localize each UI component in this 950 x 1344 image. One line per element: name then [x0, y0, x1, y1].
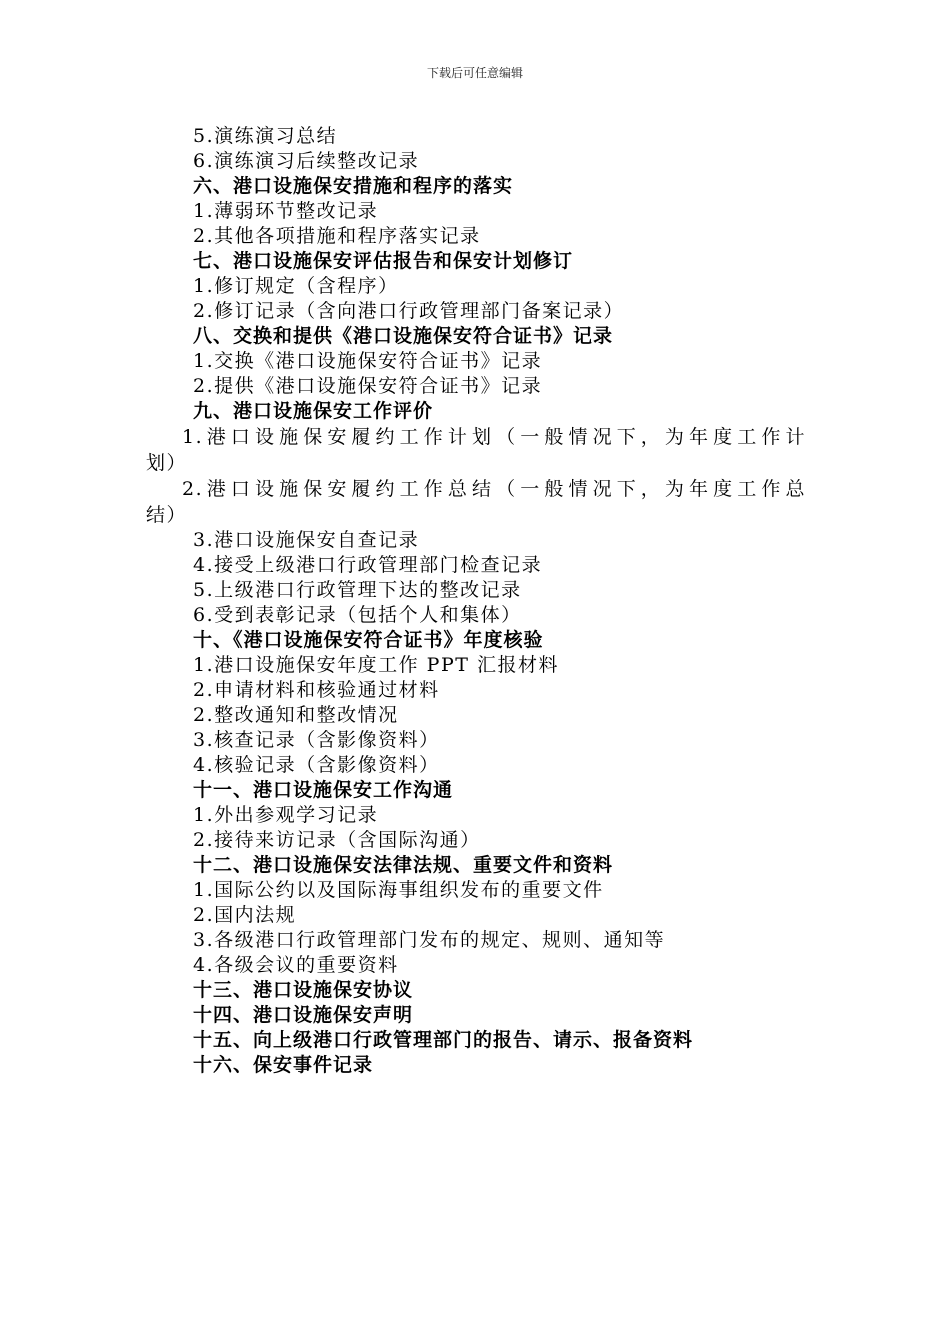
- list-block-b: [0, 528, 950, 1078]
- list-item: 4.各级会议的重要资料: [193, 954, 399, 976]
- section-heading: 十二、港口设施保安法律法规、重要文件和资料: [193, 854, 614, 876]
- list-item: 4.核验记录（含影像资料）: [193, 754, 440, 776]
- page-header: 下载后可任意编辑: [426, 66, 523, 80]
- list-item: 2.申请材料和核验通过材料: [193, 679, 440, 701]
- list-item-line-1: 2.港口设施保安履约工作总结（一般情况下，为年度工作总: [182, 478, 806, 500]
- section-heading: 九、港口设施保安工作评价: [193, 400, 434, 422]
- section-heading: 十四、港口设施保安声明: [193, 1004, 414, 1026]
- section-heading: 十一、港口设施保安工作沟通: [193, 779, 454, 801]
- list-item: 5.演练演习总结: [193, 125, 338, 147]
- list-block-wrapped: [0, 424, 950, 528]
- list-item-wrapped: [146, 476, 806, 528]
- list-item: 2.接待来访记录（含国际沟通）: [193, 829, 481, 851]
- list-item: 3.核查记录（含影像资料）: [193, 729, 440, 751]
- list-item-line-2: 划）: [146, 452, 188, 474]
- list-item: 6.演练演习后续整改记录: [193, 150, 420, 172]
- list-item: 5.上级港口行政管理下达的整改记录: [193, 579, 522, 601]
- list-item-line-2: 结）: [146, 504, 188, 526]
- list-item: 3.各级港口行政管理部门发布的规定、规则、通知等: [193, 929, 666, 951]
- section-heading: 七、港口设施保安评估报告和保安计划修订: [193, 250, 574, 272]
- list-item: 6.受到表彰记录（包括个人和集体）: [193, 604, 522, 626]
- section-heading: 十、《港口设施保安符合证书》年度核验: [193, 629, 544, 651]
- list-item-wrapped: [146, 424, 806, 476]
- list-item: 1.外出参观学习记录: [193, 804, 379, 826]
- list-item: 2.修订记录（含向港口行政管理部门备案记录）: [193, 300, 625, 322]
- document-body: [0, 124, 950, 1078]
- section-heading: 八、交换和提供《港口设施保安符合证书》记录: [193, 325, 614, 347]
- section-heading: 十五、向上级港口行政管理部门的报告、请示、报备资料: [193, 1029, 694, 1051]
- list-item: 2.提供《港口设施保安符合证书》记录: [193, 375, 543, 397]
- list-item: 2.国内法规: [193, 904, 297, 926]
- list-item: 1.国际公约以及国际海事组织发布的重要文件: [193, 879, 604, 901]
- list-block-a: [0, 124, 950, 424]
- list-item: 3.港口设施保安自查记录: [193, 529, 420, 551]
- list-item: 2.整改通知和整改情况: [193, 704, 399, 726]
- list-item: 1.交换《港口设施保安符合证书》记录: [193, 350, 543, 372]
- list-item: 1.薄弱环节整改记录: [193, 200, 379, 222]
- list-item: 4.接受上级港口行政管理部门检查记录: [193, 554, 543, 576]
- section-heading: 十三、港口设施保安协议: [193, 979, 414, 1001]
- section-heading: 十六、保安事件记录: [193, 1054, 374, 1076]
- list-item: 1.修订规定（含程序）: [193, 275, 399, 297]
- list-item: 2.其他各项措施和程序落实记录: [193, 225, 481, 247]
- section-heading: 六、港口设施保安措施和程序的落实: [193, 175, 514, 197]
- list-item: 1.港口设施保安年度工作 PPT 汇报材料: [193, 654, 559, 676]
- list-item-line-1: 1.港口设施保安履约工作计划（一般情况下，为年度工作计: [182, 426, 806, 448]
